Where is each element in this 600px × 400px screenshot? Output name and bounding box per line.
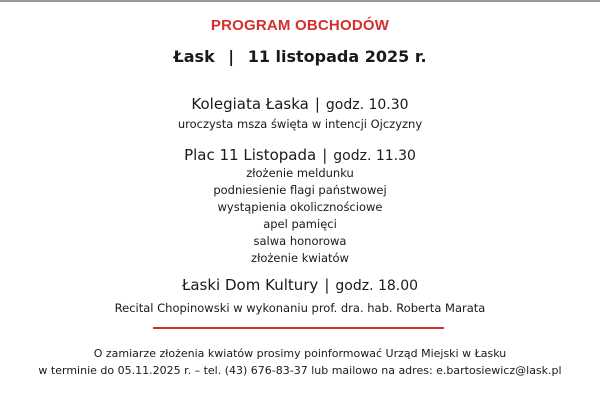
event-2-time: godz. 11.30 <box>333 148 416 164</box>
event-3-time: godz. 18.00 <box>335 278 419 294</box>
event-1-item: uroczysta msza święta w intencji Ojczyzny <box>177 117 423 131</box>
city: Łask <box>173 47 215 66</box>
program-heading: PROGRAM OBCHODÓW <box>210 17 390 34</box>
event-1-header <box>0 95 600 113</box>
event-date: 11 listopada 2025 r. <box>247 47 427 66</box>
event-2-separator: | <box>322 146 328 164</box>
event-2-item: salwa honorowa <box>253 234 347 248</box>
event-1-venue: Kolegiata Łaska <box>191 95 309 113</box>
section-divider <box>153 327 444 329</box>
event-3-separator: | <box>324 276 330 294</box>
event-2-item: złożenie kwiatów <box>251 251 349 265</box>
event-1-time: godz. 10.30 <box>325 97 409 113</box>
event-1-separator: | <box>314 95 320 113</box>
event-2-header <box>0 146 600 164</box>
top-divider <box>0 0 600 2</box>
event-2-item: apel pamięci <box>263 217 337 231</box>
event-3-header <box>0 276 600 294</box>
event-2-item: złożenie meldunku <box>246 166 354 180</box>
event-2-item: wystąpienia okolicznościowe <box>217 200 383 214</box>
event-3-item: Recital Chopinowski w wykonaniu prof. dra. hab. Roberta Marata <box>114 301 486 315</box>
place-date-line <box>0 47 600 66</box>
event-2-item: podniesienie flagi państwowej <box>213 183 387 197</box>
footer-note-line-2: w terminie do 05.11.2025 r. – tel. (43) 676-83-37 lub mailowo na adres: e.bartosiewicz@lask.pl <box>38 364 562 377</box>
place-date-separator: | <box>228 47 235 66</box>
event-2-venue: Plac 11 Listopada <box>184 146 317 164</box>
footer-note-line-1: O zamiarze złożenia kwiatów prosimy poinformować Urząd Miejski w Łasku <box>93 347 507 360</box>
event-3-venue: Łaski Dom Kultury <box>181 276 319 294</box>
